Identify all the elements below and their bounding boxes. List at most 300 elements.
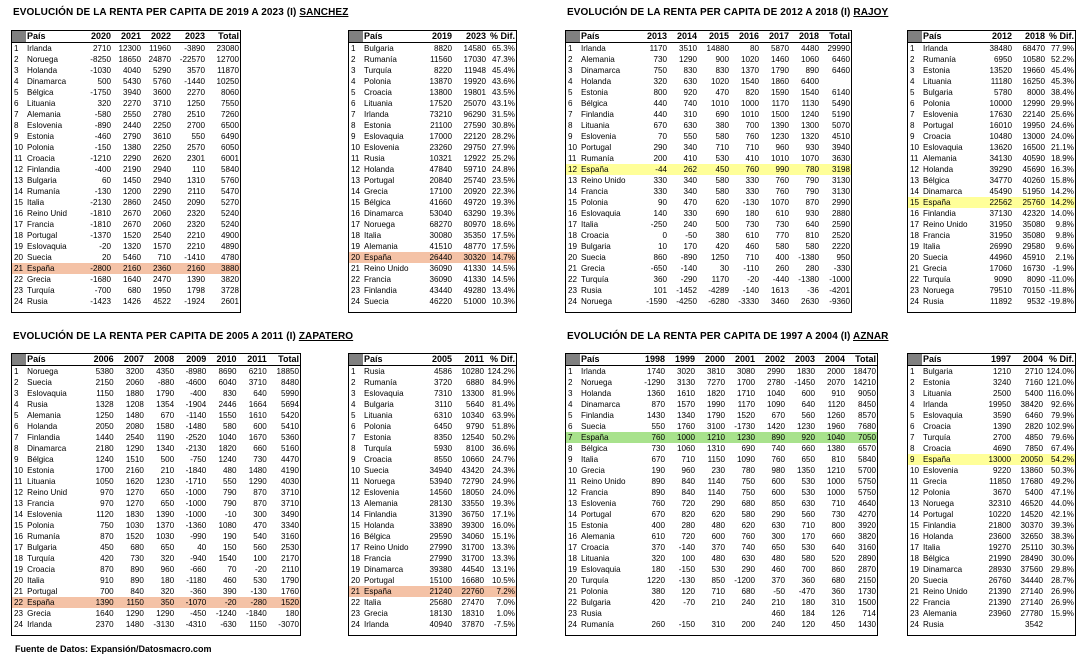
country-cell: Noruega [923, 286, 955, 295]
value-cell: -1000 [185, 510, 207, 519]
value-cell: 870 [100, 565, 114, 574]
value-cell: 390 [223, 587, 237, 596]
value-cell: 900 [715, 55, 729, 64]
country-cell: Eslovaquia [581, 565, 621, 574]
rank-cell: 14 [568, 187, 578, 196]
country-cell: Suecia [923, 253, 948, 262]
value-cell: 44.0% [1051, 499, 1074, 508]
table-row [908, 575, 1075, 586]
value-cell: 4040 [122, 66, 141, 75]
value-cell: 7160 [1024, 378, 1043, 387]
country-cell: Grecia [364, 187, 388, 196]
rank-cell: 7 [14, 433, 19, 442]
value-cell: 5700 [857, 466, 876, 475]
rank-cell: 12 [14, 165, 24, 174]
value-cell: 2110 [281, 565, 299, 574]
value-cell: 30080 [429, 231, 452, 240]
value-cell: 10580 [1022, 55, 1045, 64]
value-cell: 15.9% [1051, 609, 1074, 618]
value-cell: 18.6% [492, 220, 515, 229]
rank-cell: 16 [14, 209, 24, 218]
table-row [908, 263, 1075, 274]
value-cell: 3880 [206, 263, 240, 274]
table-row [12, 542, 300, 553]
value-cell: 25.2% [492, 154, 515, 163]
table-row [908, 542, 1075, 553]
value-cell: -460 [94, 132, 111, 141]
value-cell: 480 [711, 554, 725, 563]
value-cell: 68270 [429, 220, 452, 229]
country-cell: Croacia [27, 565, 55, 574]
value-cell: 840 [130, 587, 144, 596]
value-cell: 1540 [218, 554, 237, 563]
value-cell: 2940 [152, 176, 171, 185]
value-cell: 890 [756, 432, 786, 443]
value-cell: -1810 [90, 209, 111, 218]
value-cell: 1090 [766, 400, 785, 409]
value-cell: 2470 [152, 275, 171, 284]
value-cell: 184 [801, 609, 815, 618]
value-cell: 4900 [220, 231, 239, 240]
column-header: 2004 [1012, 354, 1044, 366]
value-cell: 45910 [1022, 253, 1045, 262]
table-row [908, 285, 1075, 296]
table-header [349, 354, 516, 366]
table-row [566, 76, 851, 87]
value-cell: 53040 [429, 209, 452, 218]
value-cell: 19950 [988, 400, 1011, 409]
value-cell: 690 [715, 209, 729, 218]
value-cell: -450 [190, 609, 207, 618]
rank-cell: 15 [14, 521, 24, 530]
value-cell: 450 [831, 620, 845, 629]
value-cell: 470 [683, 198, 697, 207]
value-cell: -2520 [185, 433, 207, 442]
table-row [12, 465, 300, 476]
rank-cell: 2 [568, 378, 573, 387]
value-cell: 30.0% [1051, 554, 1074, 563]
value-cell: 420 [100, 554, 114, 563]
value-cell: 9790 [465, 422, 484, 431]
value-cell: -1423 [90, 297, 111, 306]
value-cell: -22570 [179, 55, 205, 64]
country-cell: Alemania [581, 532, 615, 541]
corner-cell [349, 354, 363, 366]
value-cell: 39300 [461, 521, 484, 530]
table-row [566, 366, 877, 378]
value-cell: 18.9% [1051, 154, 1074, 163]
rank-cell: 14 [910, 187, 920, 196]
country-cell: Eslovenia [581, 499, 617, 508]
value-cell: 38.4% [1051, 88, 1074, 97]
value-cell: 3198 [820, 164, 851, 175]
country-cell: Lituania [27, 477, 56, 486]
value-cell: 1140 [707, 488, 725, 497]
rank-cell: 24 [14, 620, 24, 629]
table-rajoy-diff [907, 30, 1076, 313]
value-cell: 3710 [152, 99, 171, 108]
value-cell: 1760 [676, 422, 695, 431]
table-row [12, 76, 240, 87]
value-cell: 15.8% [1051, 176, 1074, 185]
table-header [566, 354, 877, 366]
value-cell: 10480 [989, 132, 1012, 141]
value-cell: 60 [101, 176, 111, 185]
table-row [566, 252, 851, 263]
value-cell: -19.8% [1048, 297, 1074, 306]
value-cell: 1070 [770, 198, 789, 207]
rank-cell: 13 [568, 499, 578, 508]
table-row [12, 410, 300, 421]
value-cell: -130 [678, 576, 695, 585]
value-cell: 770 [775, 231, 789, 240]
country-cell: Irlanda [581, 367, 606, 376]
value-cell: 3080 [736, 367, 755, 376]
value-cell: 1370 [740, 66, 759, 75]
country-cell: Alemania [364, 242, 398, 251]
value-cell: 970 [100, 499, 114, 508]
value-cell: 1340 [676, 411, 695, 420]
country-cell: Noruega [27, 367, 59, 376]
value-cell: 1210 [992, 367, 1011, 376]
value-cell: 40260 [1022, 176, 1045, 185]
value-cell: -20 [99, 242, 111, 251]
country-cell: Bulgaria [27, 176, 57, 185]
value-cell: 25110 [1021, 543, 1043, 552]
country-cell: Irlanda [923, 44, 948, 53]
country-cell: Polonia [364, 422, 392, 431]
rank-cell: 14 [351, 510, 361, 519]
table-row [349, 509, 516, 520]
table-row [908, 531, 1075, 542]
value-cell: -630 [220, 620, 237, 629]
table-row [566, 476, 877, 487]
value-cell: 5240 [220, 220, 239, 229]
country-cell: Grecia [27, 275, 51, 284]
rank-cell: 13 [351, 176, 361, 185]
rank-cell: 19 [351, 242, 361, 251]
value-cell: 330 [683, 209, 697, 218]
value-cell [1044, 619, 1075, 630]
rank-cell: 14 [14, 187, 24, 196]
value-cell: 550 [223, 477, 237, 486]
country-cell: Noruega [27, 55, 59, 64]
value-cell: 760 [745, 132, 759, 141]
country-cell: Holanda [923, 532, 954, 541]
value-cell: 520 [831, 554, 845, 563]
value-cell: 2150 [95, 378, 114, 387]
country-cell: España [922, 454, 980, 465]
country-cell: Irlanda [364, 620, 389, 629]
value-cell: 700 [745, 121, 759, 130]
value-cell: 2590 [831, 220, 850, 229]
value-cell: 890 [130, 576, 144, 585]
value-cell: 2160 [112, 263, 142, 274]
value-cell: 810 [831, 455, 845, 464]
value-cell: 500 [97, 77, 111, 86]
value-cell: 9090 [993, 275, 1012, 284]
value-cell: -1000 [185, 488, 207, 497]
table-row [566, 443, 877, 454]
value-cell: 1354 [156, 400, 175, 409]
rank-cell: 11 [351, 154, 360, 163]
table-row [908, 388, 1075, 399]
value-cell: 81.9% [492, 389, 515, 398]
country-cell: España [26, 263, 82, 274]
value-cell: 1664 [248, 400, 267, 409]
value-cell: 31390 [429, 510, 452, 519]
table-row [349, 164, 516, 175]
value-cell: 500 [160, 455, 175, 464]
rank-cell: 6 [568, 99, 573, 108]
value-cell: 1270 [125, 499, 144, 508]
table-row [12, 43, 240, 55]
column-header: 2023 [172, 31, 206, 43]
table-row [12, 164, 240, 175]
value-cell: 1050 [95, 477, 114, 486]
value-cell: 630 [683, 121, 697, 130]
table-row [12, 366, 300, 378]
value-cell: 640 [801, 400, 815, 409]
value-cell: 1360 [646, 389, 665, 398]
value-cell: -140 [742, 286, 759, 295]
table-row [349, 54, 516, 65]
country-cell: Suecia [27, 253, 52, 262]
value-cell: 40 [197, 543, 207, 552]
rank-cell: 22 [568, 275, 578, 284]
value-cell: 10340 [461, 411, 484, 420]
table-row [12, 197, 240, 208]
value-cell: 41330 [463, 264, 486, 273]
column-header: 2000 [696, 354, 726, 366]
value-cell: 36.6% [492, 444, 515, 453]
value-cell: 1500 [857, 598, 876, 607]
value-cell: 1230 [726, 432, 756, 443]
value-cell: 800 [653, 88, 667, 97]
value-cell: 760 [636, 432, 666, 443]
rank-cell: 10 [568, 143, 578, 152]
value-cell: 870 [100, 532, 114, 541]
country-cell: Bulgaria [923, 88, 953, 97]
table-row [12, 476, 300, 487]
value-cell: 1190 [156, 433, 175, 442]
column-header: Total [820, 31, 851, 43]
country-cell: Eslovenia [364, 488, 400, 497]
value-cell: 870 [805, 198, 819, 207]
value-cell: 1450 [122, 176, 141, 185]
table-sanchez-annual [11, 30, 241, 313]
country-cell: Turquía [581, 275, 609, 284]
country-cell: Suecia [581, 253, 606, 262]
value-cell: 710 [801, 521, 815, 530]
value-cell: -70 [683, 598, 695, 607]
value-cell: 1300 [800, 121, 819, 130]
value-cell: 27140 [1020, 587, 1043, 596]
value-cell: 280 [805, 264, 819, 273]
value-cell: 17100 [429, 187, 452, 196]
rank-cell: 7 [910, 110, 915, 119]
value-cell: 17630 [989, 110, 1012, 119]
value-cell: 81.4% [492, 400, 515, 409]
value-cell: 1250 [95, 411, 114, 420]
value-cell: 16730 [1022, 264, 1045, 273]
value-cell: 530 [715, 154, 729, 163]
value-cell: 27990 [429, 554, 452, 563]
value-cell: -1070 [175, 597, 207, 608]
value-cell: 710 [711, 587, 725, 596]
value-cell: 8550 [433, 455, 452, 464]
value-cell: 40940 [429, 620, 452, 629]
table-row [908, 241, 1075, 252]
value-cell: 3630 [831, 154, 850, 163]
value-cell: 140 [653, 209, 667, 218]
value-cell: 8060 [220, 88, 239, 97]
value-cell: 8100 [465, 444, 484, 453]
value-cell: 180 [801, 598, 815, 607]
value-cell: -7.5% [493, 620, 515, 629]
table-row [908, 98, 1075, 109]
value-cell: 49720 [463, 198, 486, 207]
value-cell: 9220 [992, 466, 1011, 475]
value-cell: 14.5% [492, 275, 515, 284]
table-row [908, 498, 1075, 509]
value-cell: -890 [94, 121, 111, 130]
country-cell: Bulgaria [364, 44, 394, 53]
value-cell: 27470 [461, 598, 484, 607]
value-cell: 560 [801, 411, 815, 420]
table-row [566, 498, 877, 509]
table-row [12, 608, 300, 619]
value-cell: 4470 [280, 455, 299, 464]
column-header: 2009 [175, 354, 207, 366]
rank-cell: 4 [351, 400, 356, 409]
table-header [349, 31, 516, 43]
table-row [908, 553, 1075, 564]
rank-cell: 17 [351, 220, 361, 229]
value-cell: 31950 [989, 220, 1012, 229]
value-cell [726, 608, 756, 619]
country-cell: Francia [27, 220, 54, 229]
value-cell: 2700 [186, 121, 205, 130]
country-cell: Rusia [923, 620, 944, 629]
value-cell: 1240 [218, 455, 237, 464]
table-row [349, 388, 516, 399]
country-cell: Estonia [364, 121, 391, 130]
country-cell: Reino Unid [27, 488, 68, 497]
value-cell: 16250 [1022, 77, 1045, 86]
rank-cell: 23 [568, 609, 578, 618]
value-cell: 41330 [463, 275, 486, 284]
table-row [349, 465, 516, 476]
rank-cell: 7 [568, 110, 573, 119]
value-cell: 28.7% [1051, 576, 1074, 585]
table-row [908, 274, 1075, 285]
value-cell: 170 [801, 532, 815, 541]
value-cell: 6050 [220, 143, 239, 152]
value-cell: 47.3% [492, 55, 515, 64]
value-cell: 45.4% [1051, 66, 1074, 75]
value-cell: 2670 [122, 220, 141, 229]
value-cell: 19660 [1022, 66, 1045, 75]
value-cell: -50 [773, 587, 785, 596]
value-cell: 5190 [831, 110, 850, 119]
value-cell: 1328 [95, 400, 114, 409]
value-cell: 1020 [710, 77, 729, 86]
column-header: País [26, 354, 84, 366]
rank-cell: 6 [568, 422, 573, 431]
rank-cell: 4 [910, 400, 915, 409]
value-cell: -1840 [246, 609, 267, 618]
value-cell: 5990 [280, 389, 299, 398]
value-cell: 420 [715, 242, 729, 251]
value-cell: 1520 [125, 532, 144, 541]
table-header [908, 354, 1075, 366]
value-cell: -140 [680, 264, 697, 273]
country-cell: España [363, 252, 419, 263]
value-cell: 2940 [152, 165, 171, 174]
country-cell: Rusia [923, 297, 944, 306]
value-cell: 20 [101, 253, 111, 262]
value-cell: 1130 [801, 99, 819, 108]
value-cell: 310 [711, 620, 725, 629]
rank-cell: 1 [568, 44, 573, 53]
value-cell: 33550 [461, 499, 484, 508]
value-cell: 44540 [461, 565, 484, 574]
table-row [908, 153, 1075, 164]
country-cell: Dinamarca [923, 565, 963, 574]
value-cell: 63.9% [492, 411, 515, 420]
table-row [908, 252, 1075, 263]
value-cell: 1820 [706, 389, 725, 398]
value-cell: 300 [771, 532, 785, 541]
country-cell: Bulgaria [923, 367, 953, 376]
table-row [349, 575, 516, 586]
value-cell: 2270 [122, 99, 141, 108]
value-cell: -11.8% [1048, 286, 1074, 295]
value-cell: 14.2% [1051, 187, 1074, 196]
value-cell: 1000 [826, 488, 845, 497]
value-cell: 8570 [857, 411, 876, 420]
value-cell: -1000 [185, 499, 207, 508]
table-row [12, 509, 300, 520]
table-row [566, 432, 877, 443]
table-row [12, 399, 300, 410]
value-cell: 610 [745, 231, 759, 240]
country-cell: Alemania [581, 55, 615, 64]
country-cell: Alemania [923, 609, 957, 618]
value-cell: -1200 [734, 576, 755, 585]
table-row [349, 421, 516, 432]
value-cell: 1010 [770, 154, 789, 163]
country-cell: Francia [581, 488, 608, 497]
value-cell: 580 [741, 510, 755, 519]
value-cell: 5870 [770, 44, 789, 53]
value-cell: 2060 [152, 209, 171, 218]
value-cell: 92.6% [1051, 400, 1074, 409]
value-cell: 580 [715, 187, 729, 196]
value-cell: 6400 [800, 77, 819, 86]
rank-cell: 13 [910, 176, 920, 185]
rank-cell: 9 [568, 455, 573, 464]
value-cell: 3490 [280, 510, 299, 519]
country-cell: Eslovaquia [27, 242, 67, 251]
corner-cell [12, 354, 26, 366]
value-cell: 6310 [433, 411, 452, 420]
table-row [12, 454, 300, 465]
table-row [349, 586, 516, 597]
column-header: Total [206, 31, 240, 43]
value-cell: -650 [650, 264, 667, 273]
